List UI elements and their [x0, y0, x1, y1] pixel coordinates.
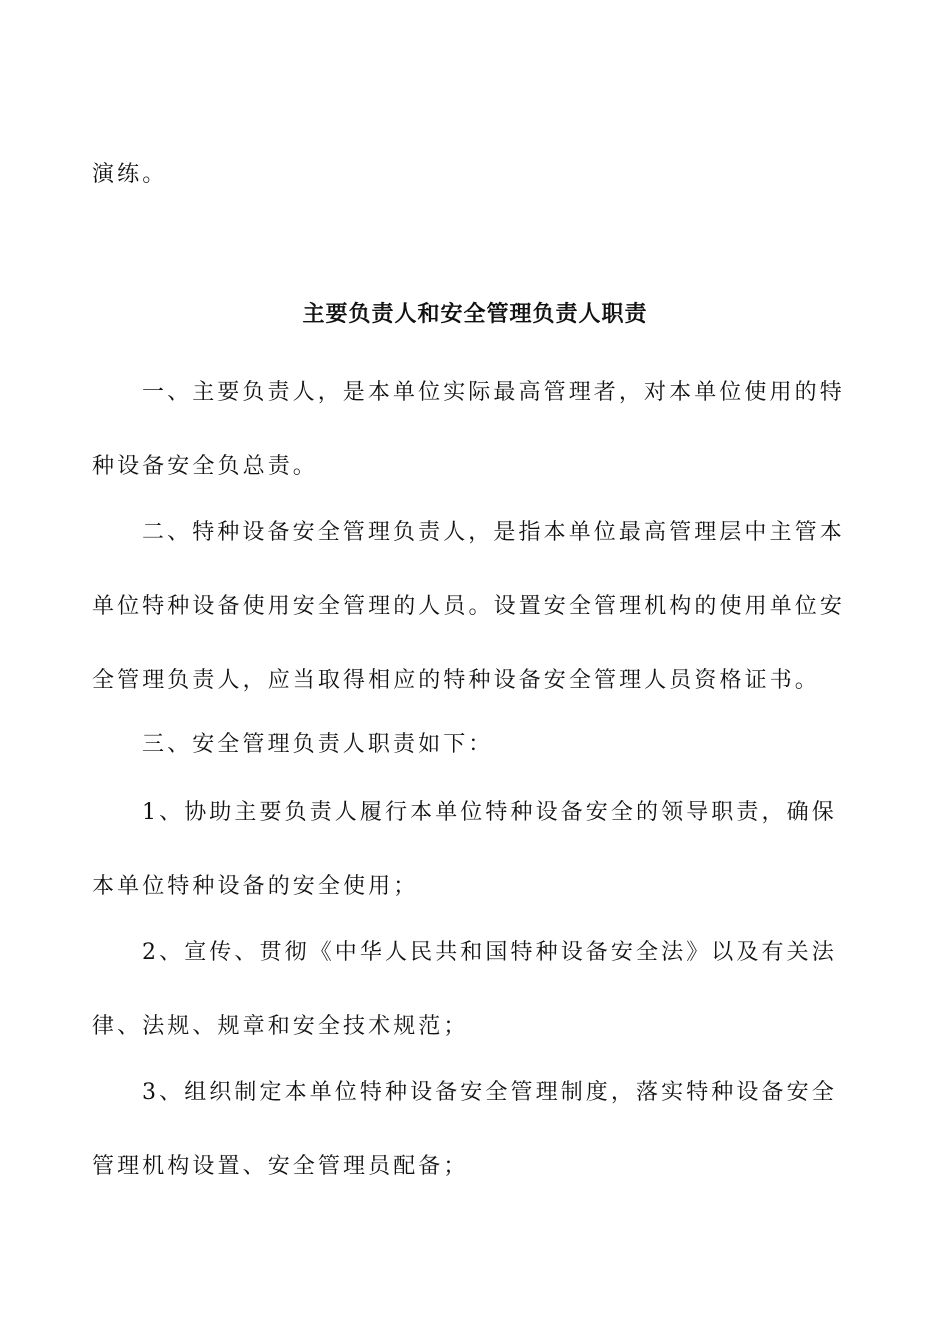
item-3-line-2: 管理机构设置、安全管理员配备；: [92, 1154, 469, 1179]
paragraph-continuation-line: 演练。: [92, 162, 168, 187]
paragraph-2-line-2: 单位特种设备使用安全管理的人员。设置安全管理机构的使用单位安: [92, 594, 846, 619]
paragraph-2-line-3: 全管理负责人，应当取得相应的特种设备安全管理人员资格证书。: [92, 668, 820, 693]
paragraph-3-line-1: 三、安全管理负责人职责如下：: [142, 732, 494, 757]
paragraph-1-line-2: 种设备安全负总责。: [92, 454, 318, 479]
item-1-line-2: 本单位特种设备的安全使用；: [92, 874, 419, 899]
item-2-line-1: 2、宣传、贯彻《中华人民共和国特种设备安全法》以及有关法: [142, 940, 837, 965]
section-title: 主要负责人和安全管理负责人职责: [302, 302, 648, 327]
item-2-line-2: 律、法规、规章和安全技术规范；: [92, 1014, 469, 1039]
paragraph-2-line-1: 二、特种设备安全管理负责人，是指本单位最高管理层中主管本: [142, 520, 845, 545]
item-3-line-1: 3、组织制定本单位特种设备安全管理制度，落实特种设备安全: [142, 1080, 837, 1105]
item-1-line-1: 1、协助主要负责人履行本单位特种设备安全的领导职责，确保: [142, 800, 837, 825]
paragraph-1-line-1: 一、主要负责人，是本单位实际最高管理者，对本单位使用的特: [142, 380, 845, 405]
